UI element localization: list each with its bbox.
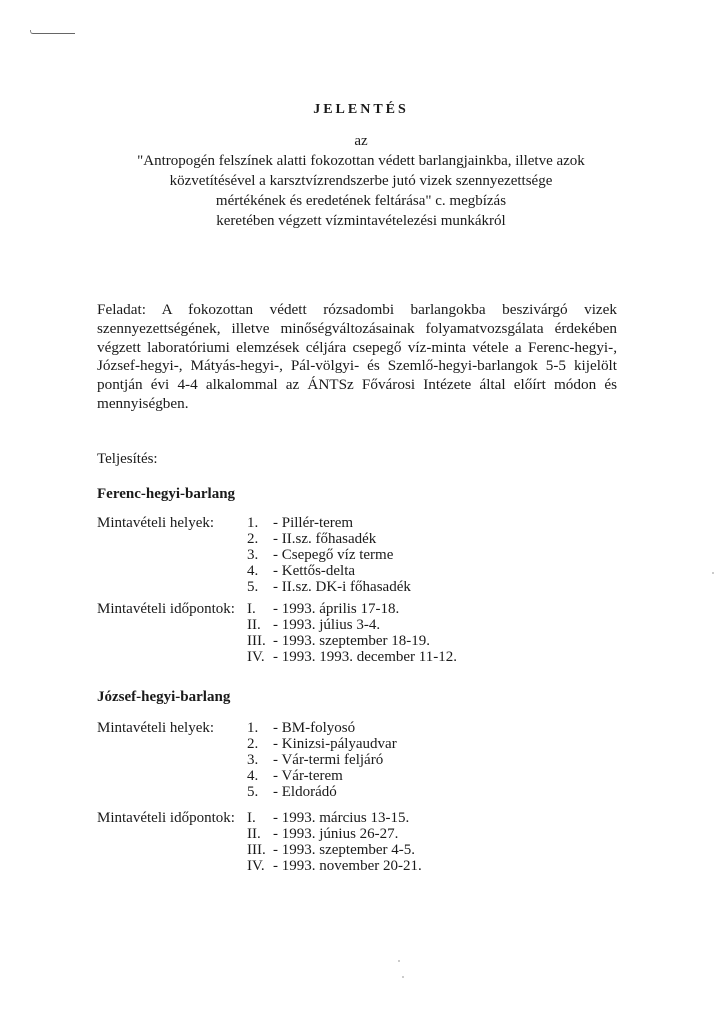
document-title: JELENTÉS: [313, 102, 409, 117]
item-number: 5.: [247, 784, 259, 800]
task-paragraph: [97, 301, 617, 414]
item-text: - Eldorádó: [273, 784, 337, 800]
document-subtitle: [0, 131, 722, 231]
item-text: - Pillér-terem: [273, 515, 354, 531]
item-text: - Kinizsi-pályaudvar: [273, 736, 397, 752]
item-text: - Kettős-delta: [273, 563, 356, 579]
task-line: szennyezettségének, illetve minőségváltozásainak folyamatvozsgálata érdekében: [97, 319, 617, 337]
cave-title: Ferenc-hegyi-barlang: [97, 486, 236, 502]
sampling-places-label: Mintavételi helyek:: [97, 515, 215, 531]
item-number: I.: [247, 601, 256, 617]
item-text: - 1993. április 17-18.: [273, 601, 400, 617]
item-text: - 1993. szeptember 4-5.: [273, 842, 416, 858]
item-text: - BM-folyosó: [273, 720, 356, 736]
item-number: 5.: [247, 579, 259, 595]
item-number: 4.: [247, 563, 259, 579]
item-number: 3.: [247, 547, 259, 563]
task-line: mennyiségben.: [97, 394, 189, 412]
item-text: - Vár-terem: [273, 768, 343, 784]
subtitle-line: mértékének és eredetének feltárása" c. megbízás: [215, 193, 507, 209]
item-number: II.: [247, 826, 261, 842]
item-number: 4.: [247, 768, 259, 784]
item-number: IV.: [247, 858, 265, 874]
task-line: Feladat: A fokozottan védett rózsadombi barlangokba beszivárgó vizek: [97, 301, 617, 318]
task-line: végzett laboratóriumi elemzések céljára csepegő víz-minta vétele a Ferenc-hegyi-,: [97, 338, 617, 356]
subtitle-line: "Antropogén felszínek alatti fokozottan védett barlangjainkba, illetve azok: [137, 153, 585, 169]
sampling-dates-label: Mintavételi időpontok:: [97, 810, 235, 826]
completion-label: Teljesítés:: [97, 451, 158, 467]
item-number: 1.: [247, 515, 259, 531]
item-number: 3.: [247, 752, 259, 768]
item-number: II.: [247, 617, 261, 633]
task-line: József-hegyi-, Mátyás-hegyi-, Pál-völgyi- és Szemlő-hegyi-barlangok 5-5 kijelölt: [97, 357, 617, 375]
scan-speck: [712, 572, 714, 574]
item-number: III.: [247, 842, 266, 858]
item-number: 2.: [247, 531, 259, 547]
task-line: pontján évi 4-4 alkalommal az ÁNTSz Fővárosi Intézete által előírt módon és: [97, 376, 617, 394]
scan-corner-mark: [30, 30, 75, 34]
item-number: 2.: [247, 736, 259, 752]
item-number: IV.: [247, 649, 265, 665]
item-text: - 1993. június 26-27.: [273, 826, 399, 842]
cave-title: József-hegyi-barlang: [97, 689, 231, 705]
subtitle-line: keretében végzett vízmintavételezési munkákról: [216, 213, 506, 229]
item-text: - 1993. 1993. december 11-12.: [273, 649, 457, 665]
item-text: - II.sz. főhasadék: [273, 531, 377, 547]
item-text: - 1993. november 20-21.: [273, 858, 422, 874]
item-text: - 1993. július 3-4.: [273, 617, 381, 633]
item-number: I.: [247, 810, 256, 826]
scan-speck: [402, 976, 404, 978]
scan-speck: [398, 960, 400, 962]
item-text: - 1993. szeptember 18-19.: [273, 633, 431, 649]
item-text: - 1993. március 13-15.: [273, 810, 410, 826]
item-number: III.: [247, 633, 266, 649]
item-number: 1.: [247, 720, 259, 736]
subtitle-line: az: [354, 133, 368, 149]
sampling-places-label: Mintavételi helyek:: [97, 720, 215, 736]
item-text: - II.sz. DK-i főhasadék: [273, 579, 411, 595]
subtitle-line: közvetítésével a karsztvízrendszerbe jutó vizek szennyezettsége: [169, 173, 553, 189]
item-text: - Vár-termi feljáró: [273, 752, 384, 768]
sampling-dates-label: Mintavételi időpontok:: [97, 601, 235, 617]
item-text: - Csepegő víz terme: [273, 547, 394, 563]
